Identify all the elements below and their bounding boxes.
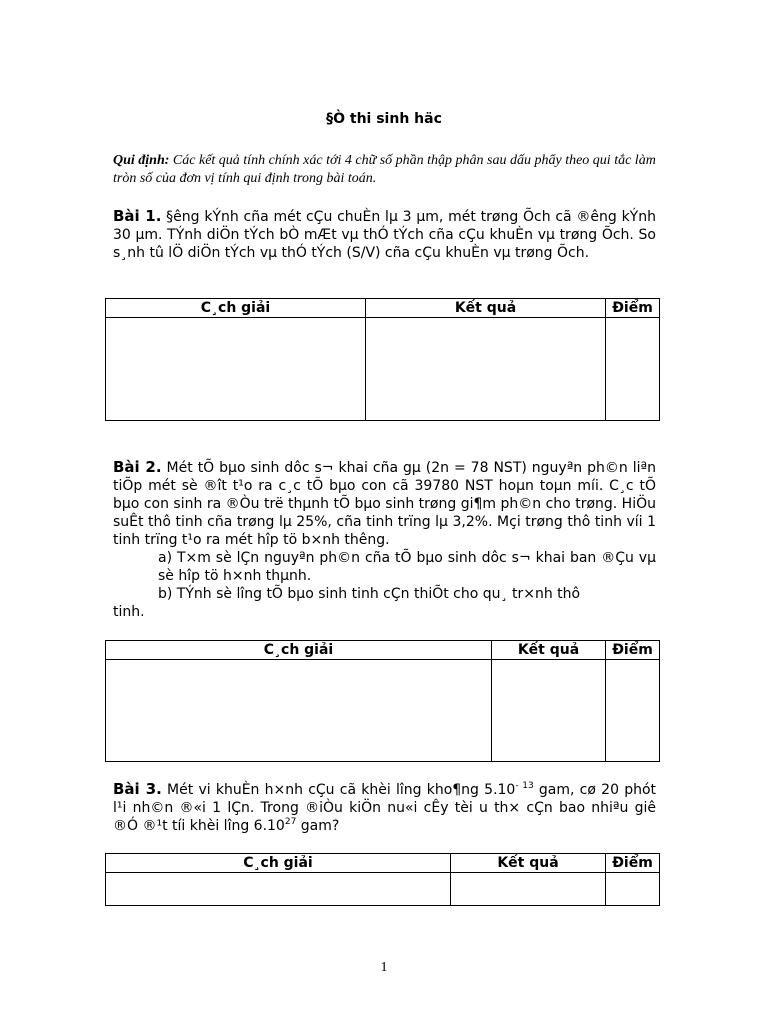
problem-1-label: Bài 1. xyxy=(113,207,162,225)
cell-method[interactable] xyxy=(106,318,366,421)
problem-3-exponent-1: - 13 xyxy=(515,781,534,791)
header-method: C¸ch giải xyxy=(106,641,492,660)
problem-3-text-3: gam? xyxy=(296,818,340,834)
header-score: Điểm xyxy=(606,641,660,660)
header-method: C¸ch giải xyxy=(106,854,451,873)
problem-2-sub-b-end: tinh. xyxy=(113,604,145,620)
cell-method[interactable] xyxy=(106,660,492,762)
answer-table-3 xyxy=(105,853,660,906)
cell-score[interactable] xyxy=(606,873,660,906)
document-title: §Ò thi sinh häc xyxy=(326,111,442,127)
rule-paragraph xyxy=(113,152,658,188)
cell-result[interactable] xyxy=(451,873,606,906)
cell-result[interactable] xyxy=(366,318,606,421)
rule-label: Qui định: xyxy=(113,153,170,168)
problem-2-text: Mét tÕ bµo sinh dôc s¬ khai cña gµ (2n = 78 NST) nguyªn ph©n liªn tiÕp mét sè ®ît t¹o ra c¸c tÕ bµo con cã 39780 NST hoµn toµn míi. C¸c tÕ bµo con sinh ra ®Òu trë thµnh tÕ bµo sinh trøng gi¶m ph©n cho trøng. HiÖu suÊt thô tinh cña trøng lµ 25%, cña tinh trïng lµ 3,2%. Mçi trøng thô tinh víi 1 tinh trïng t¹o ra mét hîp tö b×nh thêng. xyxy=(113,460,656,548)
cell-score[interactable] xyxy=(606,660,660,762)
problem-3-label: Bài 3. xyxy=(113,780,162,798)
cell-method[interactable] xyxy=(106,873,451,906)
problem-2-sub-b: b) TÝnh sè lîng tÕ bµo sinh tinh cÇn thiÕt cho qu¸ tr×nh thô xyxy=(158,586,581,602)
header-score: Điểm xyxy=(606,854,660,873)
header-score: Điểm xyxy=(606,299,660,318)
header-result: Kết quả xyxy=(492,641,606,660)
header-result: Kết quả xyxy=(366,299,606,318)
problem-3-exponent-2: 27 xyxy=(284,817,297,827)
problem-3 xyxy=(113,780,656,835)
page-number: 1 xyxy=(380,960,388,975)
problem-1 xyxy=(113,207,656,262)
problem-3-text-2: gam, cø 20 phót l¹i nh©n ®«i 1 lÇn. Trong ®iÒu kiÖn nu«i cÊy tèi u th× cÇn bao nhiªu giê ®Ó ®¹t tíi khèi lîng 6.10 xyxy=(113,782,657,834)
problem-1-text: §êng kÝnh cña mét cÇu chuÈn lµ 3 μm, mét trøng Õch cã ®êng kÝnh 30 μm. TÝnh diÖn tÝch bÒ mÆt vµ thÓ tÝch cña cÇu khuÈn vµ trøng Õch. So s¸nh tû lÖ diÖn tÝch vµ thÓ tÝch (S/V) cña cÇu khuÈn vµ trøng Õch. xyxy=(113,209,656,261)
cell-result[interactable] xyxy=(492,660,606,762)
problem-2-label: Bài 2. xyxy=(113,458,162,476)
problem-3-text-1: Mét vi khuÈn h×nh cÇu cã khèi lîng kho¶ng 5.10 xyxy=(161,782,516,798)
header-method: C¸ch giải xyxy=(106,299,366,318)
problem-2-sub-a: a) T×m sè lÇn nguyªn ph©n cña tÕ bµo sinh dôc s¬ khai ban ®Çu vµ sè hîp tö h×nh thµnh. xyxy=(158,550,656,584)
answer-table-2 xyxy=(105,640,660,762)
problem-2 xyxy=(113,458,656,621)
header-result: Kết quả xyxy=(451,854,606,873)
rule-text: Các kết quả tính chính xác tới 4 chữ số phần thập phân sau dấu phẩy theo qui tắc làm tròn số của đơn vị tính qui định trong bài toán. xyxy=(113,153,656,186)
cell-score[interactable] xyxy=(606,318,660,421)
answer-table-1 xyxy=(105,298,660,421)
